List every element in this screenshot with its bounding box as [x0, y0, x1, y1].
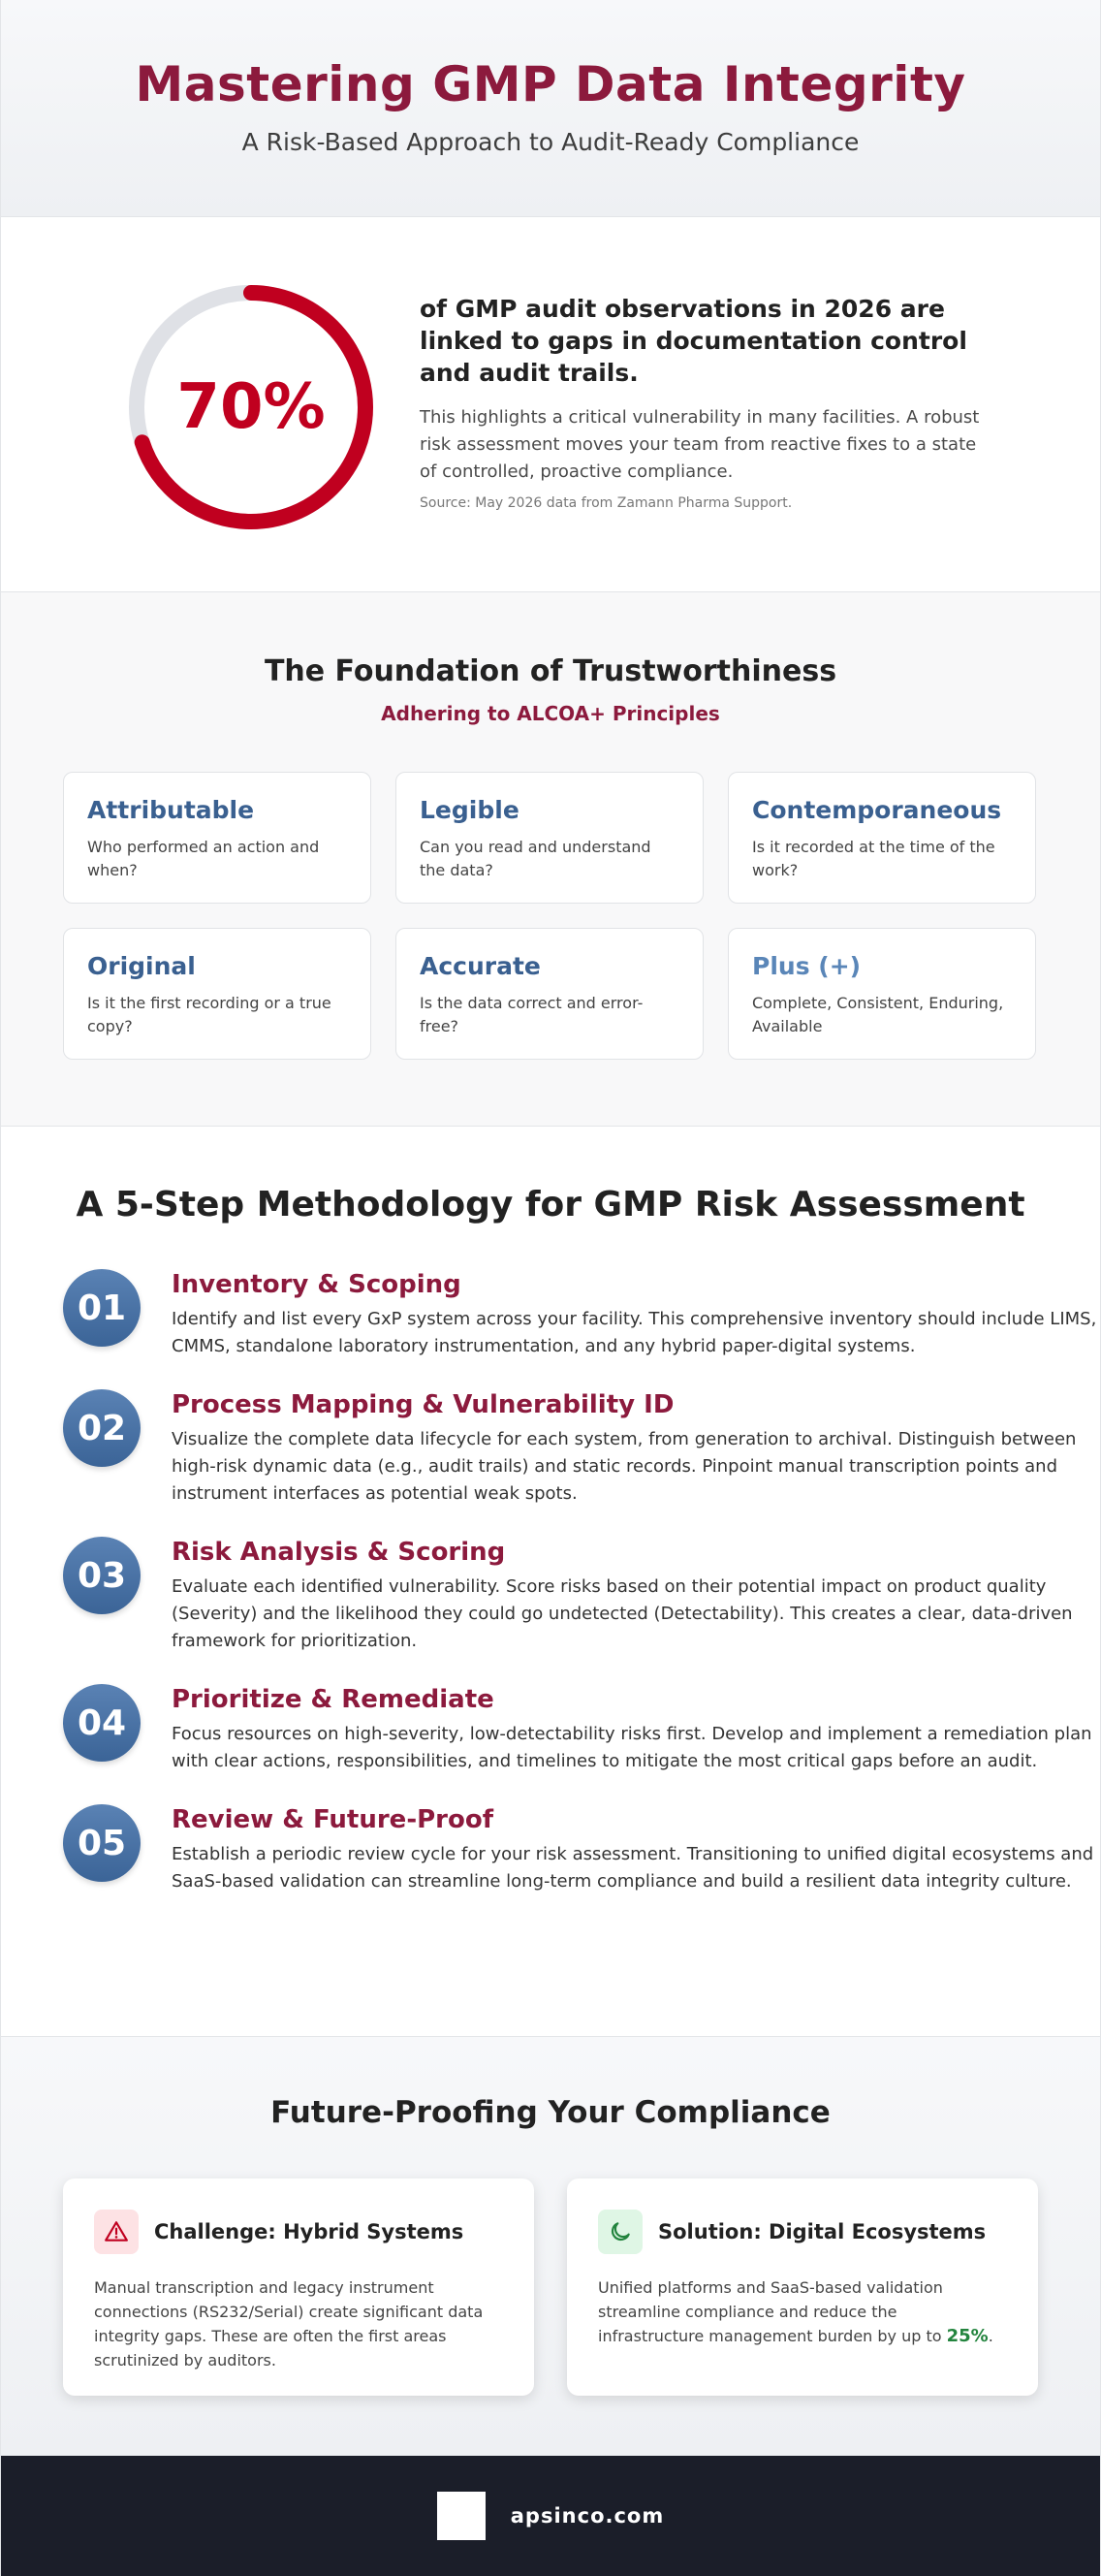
step-body: Evaluate each identified vulnerability. Score risks based on their potential impact on product quality (Severity) and the likelihood they could go undetected (Detectability). This creates a clear, data-driven framework for prioritization. — [172, 1576, 1073, 1651]
solution-title: Solution: Digital Ecosystems — [658, 2220, 987, 2243]
step-number-badge: 05 — [63, 1804, 141, 1882]
solution-body-end: . — [988, 2327, 993, 2345]
alcoa-grid — [63, 772, 1100, 1060]
stat-headline: of GMP audit observations in 2026 are linked to gaps in documentation control and audit trails. — [420, 295, 967, 387]
step-number-badge: 04 — [63, 1684, 141, 1762]
principle-card-accurate — [395, 928, 704, 1060]
step-item — [63, 1537, 1100, 1655]
challenge-card — [63, 2178, 534, 2396]
principle-title: Contemporaneous — [752, 796, 1002, 824]
stat-text — [420, 293, 982, 511]
stat-body: This highlights a critical vulnerability in many facilities. A robust risk assessment moves your team from reactive fixes to a state of controlled, proactive compliance. — [420, 407, 980, 482]
step-title: Inventory & Scoping — [172, 1270, 461, 1299]
step-body: Focus resources on high-severity, low-detectability risks first. Develop and implement a remediation plan with clear actions, responsibilities, and timelines to mitigate the most critical gaps before an audit. — [172, 1724, 1092, 1771]
step-body: Visualize the complete data lifecycle for each system, from generation to archival. Distinguish between high-risk dynamic data (e.g., audit trails) and static records. Pinpoint manual transcription points and instrument interfaces as potential weak spots. — [172, 1429, 1077, 1504]
step-title: Process Mapping & Vulnerability ID — [172, 1390, 675, 1419]
principle-desc: Can you read and understand the data? — [420, 838, 651, 879]
principle-desc: Is it recorded at the time of the work? — [752, 838, 995, 879]
step-item — [63, 1389, 1100, 1508]
footer — [1, 2456, 1100, 2576]
methodology-section — [1, 1127, 1100, 2037]
challenge-header — [94, 2210, 503, 2254]
future-section — [1, 2037, 1100, 2456]
step-number-badge: 02 — [63, 1389, 141, 1467]
step-item — [63, 1684, 1100, 1775]
principle-title: Plus (+) — [752, 952, 862, 980]
step-body: Establish a periodic review cycle for your risk assessment. Transitioning to unified digital ecosystems and SaaS-based validation can streamline long-term compliance and build a resilient data integrity culture. — [172, 1844, 1094, 1892]
principle-title: Legible — [420, 796, 519, 824]
future-cards — [63, 2178, 1100, 2396]
principle-title: Original — [87, 952, 196, 980]
principle-card-attributable — [63, 772, 371, 904]
step-body: Identify and list every GxP system across your facility. This comprehensive inventory should include LIMS, CMMS, standalone laboratory instrumentation, and any hybrid paper-digital systems. — [172, 1309, 1097, 1356]
moon-glyph — [608, 2219, 633, 2244]
hero-header — [1, 0, 1100, 217]
footer-site-link[interactable]: apsinco.com — [510, 2504, 665, 2528]
percent-label: 70% — [176, 371, 326, 443]
moon-icon — [598, 2210, 643, 2254]
step-content — [172, 1684, 1101, 1775]
principle-desc: Is the data correct and error-free? — [420, 994, 644, 1035]
page-subtitle: A Risk-Based Approach to Audit-Ready Compliance — [241, 128, 860, 156]
principle-card-plus — [728, 928, 1036, 1060]
logo-square-icon — [437, 2492, 486, 2540]
principle-card-contemporaneous — [728, 772, 1036, 904]
alcoa-section — [1, 592, 1100, 1127]
principle-title: Accurate — [420, 952, 541, 980]
step-item — [63, 1269, 1100, 1360]
solution-body — [598, 2275, 1007, 2348]
step-item — [63, 1804, 1100, 1895]
solution-header — [598, 2210, 1007, 2254]
principle-desc: Is it the first recording or a true copy? — [87, 994, 331, 1035]
principle-card-legible — [395, 772, 704, 904]
page-title: Mastering GMP Data Integrity — [135, 56, 966, 112]
principle-desc: Who performed an action and when? — [87, 838, 320, 879]
challenge-title: Challenge: Hybrid Systems — [154, 2220, 464, 2243]
solution-highlight: 25% — [946, 2326, 989, 2346]
stat-section — [1, 217, 1100, 592]
alcoa-title: The Foundation of Trustworthiness — [264, 654, 837, 688]
step-number-badge: 03 — [63, 1537, 141, 1614]
step-title: Prioritize & Remediate — [172, 1685, 494, 1714]
step-content — [172, 1389, 1101, 1508]
solution-body-text: Unified platforms and SaaS-based validation streamline compliance and reduce the infrastructure management burden by up to — [598, 2278, 947, 2345]
step-content — [172, 1269, 1101, 1360]
principle-desc: Complete, Consistent, Enduring, Available — [752, 994, 1004, 1035]
step-title: Review & Future-Proof — [172, 1805, 494, 1834]
methodology-title: A 5-Step Methodology for GMP Risk Assessment — [76, 1185, 1025, 1224]
stat-source: Source: May 2026 data from Zamann Pharma Support. — [420, 495, 793, 511]
principle-title: Attributable — [87, 796, 255, 824]
future-title: Future-Proofing Your Compliance — [270, 2095, 831, 2130]
step-number-badge: 01 — [63, 1269, 141, 1347]
challenge-body: Manual transcription and legacy instrument connections (RS232/Serial) create significant data integrity gaps. These are often the first areas scrutinized by auditors. — [94, 2278, 484, 2369]
warning-triangle-glyph — [104, 2219, 129, 2244]
step-title: Risk Analysis & Scoring — [172, 1538, 506, 1567]
step-content — [172, 1804, 1101, 1895]
warning-triangle-icon — [94, 2210, 139, 2254]
solution-card — [567, 2178, 1038, 2396]
alcoa-subtitle: Adhering to ALCOA+ Principles — [381, 702, 720, 725]
principle-card-original — [63, 928, 371, 1060]
step-content — [172, 1537, 1101, 1655]
